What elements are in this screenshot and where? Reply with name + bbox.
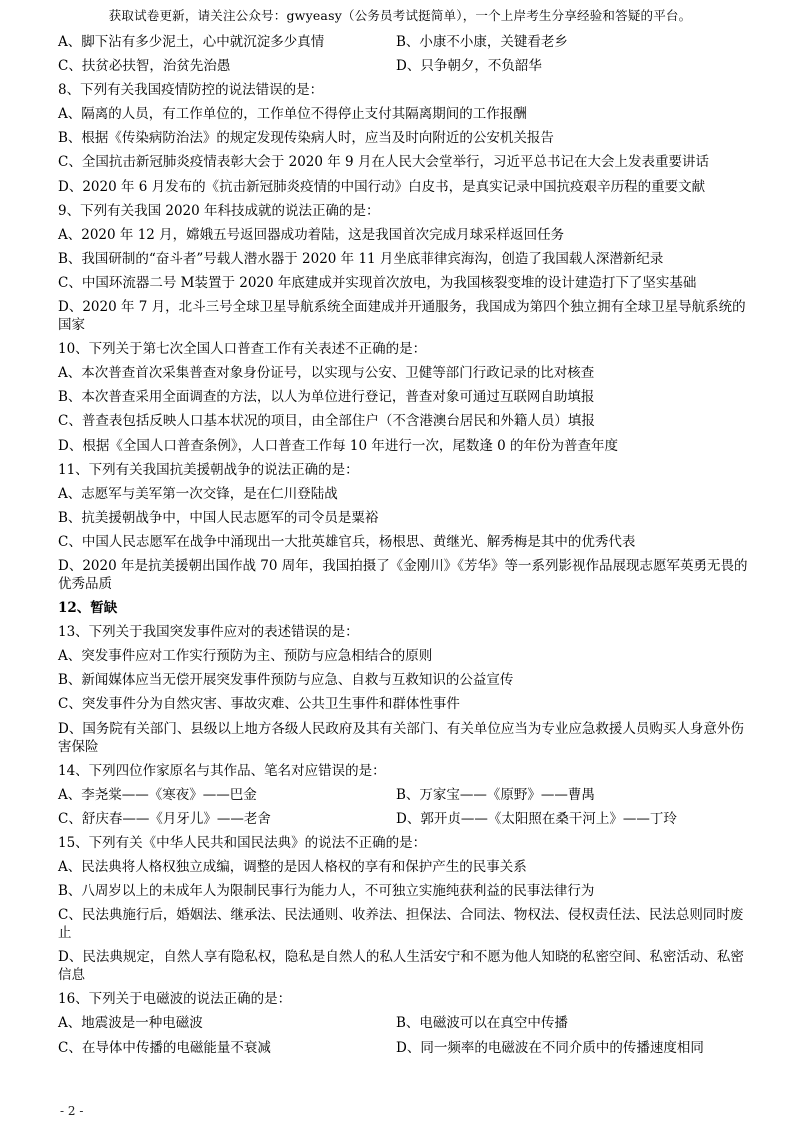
q11-option-a: A、志愿军与美军第一次交锋，是在仁川登陆战	[58, 485, 338, 502]
q13-option-b: B、新闻媒体应当无偿开展突发事件预防与应急、自救与互救知识的公益宣传	[58, 672, 514, 689]
q10-stem: 10、下列关于第七次全国人口普查工作有关表述不正确的是：	[58, 341, 427, 358]
q9-option-a: A、2020 年 12 月，嫦娥五号返回器成功着陆，这是我国首次完成月球采样返回任务	[58, 226, 565, 243]
q11-option-b: B、抗美援朝战争中，中国人民志愿军的司令员是粟裕	[58, 509, 379, 526]
q14-option-a: A、李尧棠——《寒夜》——巴金	[58, 786, 257, 803]
q7-option-b: B、小康不小康，关键看老乡	[396, 34, 568, 50]
q16-option-b: B、电磁波可以在真空中传播	[396, 1015, 568, 1032]
question-list	[58, 33, 748, 1063]
q9-option-b: B、我国研制的“奋斗者”号载人潜水器于 2020 年 11 月坐底菲律宾海沟，创造了我国载人深潜新纪录	[58, 250, 664, 267]
q11-option-c: C、中国人民志愿军在战争中涌现出一大批英雄官兵，杨根思、黄继光、解秀梅是其中的优秀代表	[58, 533, 636, 550]
q15-option-d: D、民法典规定，自然人享有隐私权，隐私是自然人的私人生活安宁和不愿为他人知晓的私密空间、私密活动、私密信息	[58, 949, 744, 984]
q7-options-row-1	[58, 33, 748, 51]
q11-stem: 11、下列有关我国抗美援朝战争的说法正确的是：	[58, 461, 359, 478]
q16-options-row-2	[58, 1039, 748, 1057]
q8-option-b: B、根据《传染病防治法》的规定发现传染病人时，应当及时向附近的公安机关报告	[58, 130, 554, 147]
q14-option-d: D、郭开贞——《太阳照在桑干河上》——丁玲	[396, 810, 677, 827]
q16-options-row-1	[58, 1014, 748, 1032]
q10-option-a: A、本次普查首次采集普查对象身份证号，以实现与公安、卫健等部门行政记录的比对核查	[58, 365, 595, 382]
q7-options-row-2	[58, 57, 748, 75]
q16-option-d: D、同一频率的电磁波在不同介质中的传播速度相同	[396, 1039, 704, 1056]
q16-option-c: C、在导体中传播的电磁能量不衰减	[58, 1039, 271, 1056]
q16-stem: 16、下列关于电磁波的说法正确的是：	[58, 991, 292, 1008]
q7-option-c: C、扶贫必扶智，治贫先治愚	[58, 58, 231, 75]
header-notice: 获取试卷更新，请关注公众号：gwyeasy（公务员考试挺简单），一个上岸考生分享经验和答疑的平台。	[108, 8, 692, 23]
q9-stem: 9、下列有关我国 2020 年科技成就的说法正确的是：	[58, 202, 380, 219]
q10-option-d: D、根据《全国人口普查条例》，人口普查工作每 10 年进行一次，尾数逢 0 的年份为普查年度	[58, 437, 619, 454]
q15-option-a: A、民法典将人格权独立成编，调整的是因人格权的享有和保护产生的民事关系	[58, 859, 527, 875]
q15-option-b: B、八周岁以上的未成年人为限制民事行为能力人，不可独立实施纯获利益的民事法律行为	[58, 883, 595, 900]
q14-stem: 14、下列四位作家原名与其作品、笔名对应错误的是：	[58, 762, 386, 779]
q8-option-d: D、2020 年 6 月发布的《抗击新冠肺炎疫情的中国行动》白皮书，是真实记录中国抗疫艰辛历程的重要文献	[58, 178, 706, 195]
q10-option-b: B、本次普查采用全面调查的方法，以人为单位进行登记，普查对象可通过互联网自助填报	[58, 389, 595, 406]
q10-option-c: C、普查表包括反映人口基本状况的项目，由全部住户（不含港澳台居民和外籍人员）填报	[58, 413, 595, 430]
q7-option-a: A、脚下沾有多少泥土，心中就沉淀多少真情	[58, 34, 325, 50]
q14-options-row-2	[58, 810, 748, 828]
page-number: - 2 -	[60, 1104, 84, 1118]
q13-option-c: C、突发事件分为自然灾害、事故灾难、公共卫生事件和群体性事件	[58, 696, 460, 713]
q9-option-d: D、2020 年 7 月，北斗三号全球卫星导航系统全面建成并开通服务，我国成为第四个独立拥有全球卫星导航系统的国家	[58, 299, 746, 334]
q7-option-d: D、只争朝夕，不负韶华	[396, 58, 542, 75]
q11-option-d: D、2020 年是抗美援朝出国作战 70 周年，我国拍摄了《金刚川》《芳华》等一系列影视作品展现志愿军英勇无畏的优秀品质	[58, 557, 748, 592]
q8-option-a: A、隔离的人员，有工作单位的，工作单位不得停止支付其隔离期间的工作报酬	[58, 106, 527, 123]
q14-option-c: C、舒庆春——《月牙儿》——老舍	[58, 810, 271, 827]
q8-stem: 8、下列有关我国疫情防控的说法错误的是：	[58, 82, 324, 99]
q13-option-d: D、国务院有关部门、县级以上地方各级人民政府及其有关部门、有关单位应当为专业应急救援人员购买人身意外伤害保险	[58, 720, 744, 755]
q8-option-c: C、全国抗击新冠肺炎疫情表彰大会于 2020 年 9 月在人民大会堂举行，习近平总书记在大会上发表重要讲话	[58, 154, 709, 171]
q14-option-b: B、万家宝——《原野》——曹禺	[396, 786, 595, 803]
q16-option-a: A、地震波是一种电磁波	[58, 1015, 203, 1032]
q12-stem: 12、暂缺	[58, 600, 118, 617]
q13-option-a: A、突发事件应对工作实行预防为主、预防与应急相结合的原则	[58, 648, 433, 665]
q13-stem: 13、下列关于我国突发事件应对的表述错误的是：	[58, 624, 359, 641]
q14-options-row-1	[58, 786, 748, 804]
q15-stem: 15、下列有关《中华人民共和国民法典》的说法不正确的是：	[58, 834, 427, 851]
q9-option-c: C、中国环流器二号 M装置于 2020 年底建成并实现首次放电，为我国核裂变堆的设计建造打下了坚实基础	[58, 274, 697, 291]
q15-option-c: C、民法典施行后，婚姻法、继承法、民法通则、收养法、担保法、合同法、物权法、侵权责任法、民法总则同时废止	[58, 907, 744, 942]
